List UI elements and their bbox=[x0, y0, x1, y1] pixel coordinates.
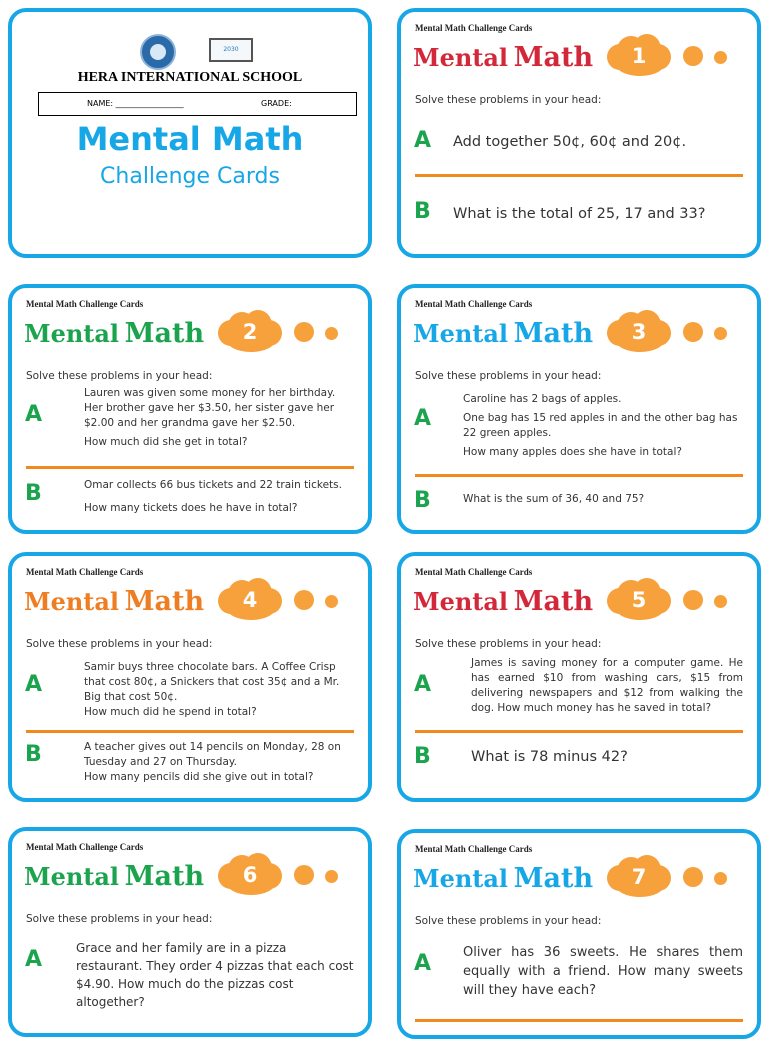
card-number: 6 bbox=[242, 863, 258, 887]
separator bbox=[415, 1019, 743, 1022]
card-header: Mental Math Challenge Cards bbox=[415, 567, 533, 577]
card-number: 5 bbox=[631, 588, 647, 612]
label-a: A bbox=[25, 947, 43, 972]
dot-icon bbox=[714, 595, 727, 608]
challenge-card-3 bbox=[397, 284, 761, 534]
grade-field-label: GRADE: bbox=[261, 99, 292, 108]
dot-icon bbox=[714, 51, 727, 64]
cover-title: Mental Math bbox=[76, 120, 304, 158]
separator bbox=[415, 730, 743, 733]
vision-2030-logo-icon: 2030 bbox=[209, 38, 253, 62]
dot-icon bbox=[683, 590, 703, 610]
card-header: Mental Math Challenge Cards bbox=[26, 842, 144, 852]
instruction: Solve these problems in your head: bbox=[415, 94, 602, 106]
question-a: Lauren was given some money for her birthday. Her brother gave her $3.50, her sister gave her $2.00 and her grandma gave her $2.50. How much did she get in total? bbox=[84, 387, 336, 448]
card-number: 1 bbox=[631, 44, 647, 68]
label-a: A bbox=[25, 672, 43, 697]
dot-icon bbox=[683, 322, 703, 342]
label-a: A bbox=[414, 672, 432, 697]
mental-math-heading: Mental Math bbox=[24, 318, 205, 349]
question-a: Caroline has 2 bags of apples. One bag has 15 red apples in and the other bag has 22 green apples. How many apples does she have in total? bbox=[463, 393, 738, 458]
question-b: A teacher gives out 14 pencils on Monday, 28 on Tuesday and 27 on Thursday. How many pencils did she give out in total? bbox=[84, 741, 341, 783]
card-number: 7 bbox=[631, 865, 647, 889]
separator bbox=[26, 730, 354, 733]
number-cloud-icon bbox=[218, 310, 286, 354]
instruction: Solve these problems in your head: bbox=[415, 370, 602, 382]
card-header: Mental Math Challenge Cards bbox=[26, 567, 144, 577]
label-b: B bbox=[414, 199, 431, 224]
card-number: 3 bbox=[631, 320, 647, 344]
instruction: Solve these problems in your head: bbox=[26, 370, 213, 382]
cover-card bbox=[8, 8, 372, 258]
dot-icon bbox=[714, 872, 727, 885]
question-a: Grace and her family are in a pizza restaurant. They order 4 pizzas that each cost $4.90. How much do the pizzas cost altogether? bbox=[76, 941, 354, 1009]
question-b: Omar collects 66 bus tickets and 22 train tickets. How many tickets does he have in total? bbox=[84, 479, 342, 514]
separator bbox=[415, 474, 743, 477]
challenge-card-2 bbox=[8, 284, 372, 534]
question-a: Add together 50¢, 60¢ and 20¢. bbox=[453, 134, 687, 150]
number-cloud-icon bbox=[607, 310, 675, 354]
label-b: B bbox=[25, 742, 42, 767]
dot-icon bbox=[325, 870, 338, 883]
mental-math-heading: Mental Math bbox=[413, 586, 594, 617]
dot-icon bbox=[714, 327, 727, 340]
card-number: 2 bbox=[242, 320, 258, 344]
mental-math-heading: Mental Math bbox=[24, 586, 205, 617]
label-a: A bbox=[414, 951, 432, 976]
number-cloud-icon bbox=[218, 853, 286, 897]
question-a: Oliver has 36 sweets. He shares them equally with a friend. How many sweets will they have each? bbox=[463, 945, 743, 998]
cover-subtitle: Challenge Cards bbox=[100, 164, 280, 189]
mental-math-heading: Mental Math bbox=[24, 861, 205, 892]
number-cloud-icon bbox=[607, 578, 675, 622]
instruction: Solve these problems in your head: bbox=[415, 638, 602, 650]
label-a: A bbox=[414, 406, 432, 431]
number-cloud-icon bbox=[607, 855, 675, 899]
dot-icon bbox=[294, 590, 314, 610]
question-b: What is the sum of 36, 40 and 75? bbox=[463, 493, 645, 505]
mental-math-heading: Mental Math bbox=[413, 318, 594, 349]
mental-math-heading: Mental Math bbox=[413, 42, 594, 73]
label-a: A bbox=[414, 128, 432, 153]
card-header: Mental Math Challenge Cards bbox=[415, 844, 533, 854]
dot-icon bbox=[683, 867, 703, 887]
card-number: 4 bbox=[242, 588, 258, 612]
question-b: What is the total of 25, 17 and 33? bbox=[453, 206, 706, 222]
dot-icon bbox=[294, 322, 314, 342]
instruction: Solve these problems in your head: bbox=[415, 915, 602, 927]
card-header: Mental Math Challenge Cards bbox=[415, 299, 533, 309]
challenge-card-4 bbox=[8, 552, 372, 802]
challenge-card-7 bbox=[397, 829, 761, 1039]
challenge-card-5 bbox=[397, 552, 761, 802]
number-cloud-icon bbox=[218, 578, 286, 622]
label-a: A bbox=[25, 402, 43, 427]
instruction: Solve these problems in your head: bbox=[26, 913, 213, 925]
challenge-card-6 bbox=[8, 827, 372, 1037]
label-b: B bbox=[25, 481, 42, 506]
label-b: B bbox=[414, 488, 431, 513]
challenge-card-1 bbox=[397, 8, 761, 258]
dot-icon bbox=[325, 595, 338, 608]
school-name: HERA INTERNATIONAL SCHOOL bbox=[77, 70, 303, 85]
mental-math-heading: Mental Math bbox=[413, 863, 594, 894]
name-field-label: NAME: _________________ bbox=[87, 99, 184, 108]
dot-icon bbox=[683, 46, 703, 66]
number-cloud-icon bbox=[607, 34, 675, 78]
question-b: What is 78 minus 42? bbox=[471, 749, 628, 765]
separator bbox=[26, 466, 354, 469]
instruction: Solve these problems in your head: bbox=[26, 638, 213, 650]
question-a: James is saving money for a computer game. He has earned $10 from washing cars, $15 from delivering newspapers and $12 from walking the dog. How much money has he saved in total? bbox=[471, 657, 743, 714]
card-header: Mental Math Challenge Cards bbox=[415, 23, 533, 33]
separator bbox=[415, 174, 743, 177]
school-logo-icon bbox=[140, 34, 176, 70]
label-b: B bbox=[414, 744, 431, 769]
question-a: Samir buys three chocolate bars. A Coffee Crisp that cost 80¢, a Snickers that cost 35¢ and a Mr. Big that cost 50¢. How much did he spend in total? bbox=[84, 661, 340, 718]
dot-icon bbox=[325, 327, 338, 340]
card-header: Mental Math Challenge Cards bbox=[26, 299, 144, 309]
name-grade-box[interactable] bbox=[38, 92, 357, 116]
dot-icon bbox=[294, 865, 314, 885]
